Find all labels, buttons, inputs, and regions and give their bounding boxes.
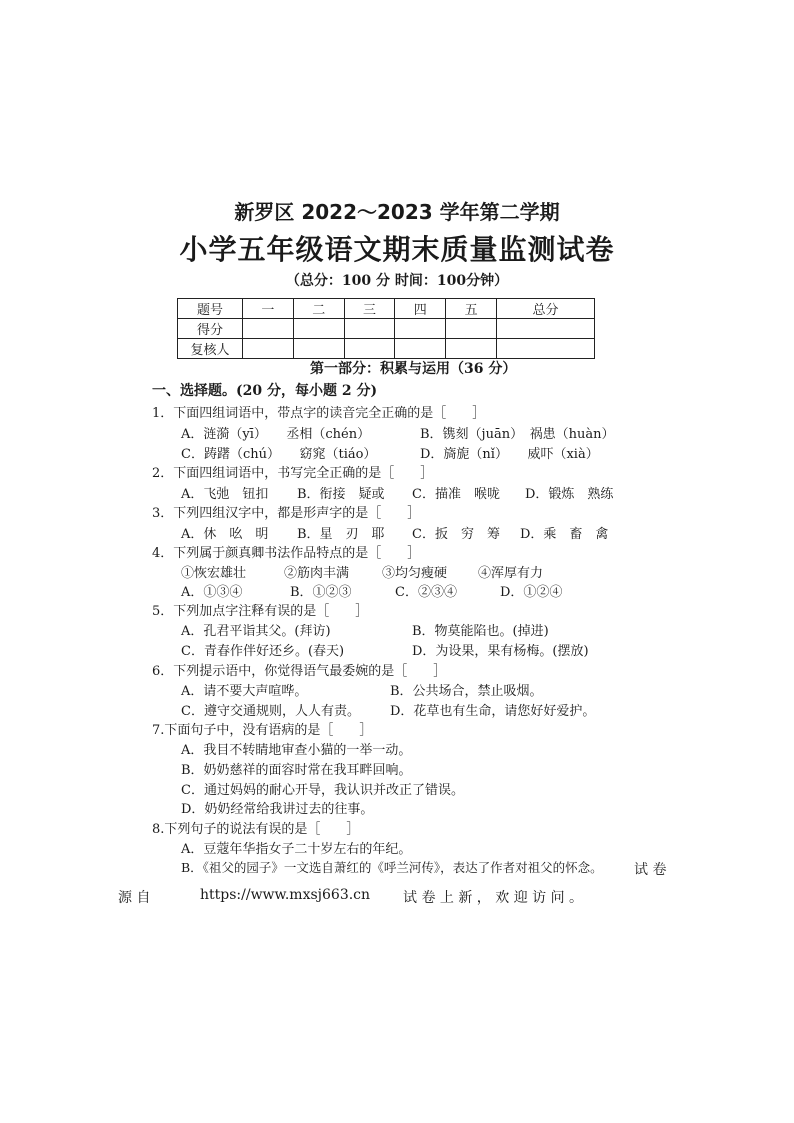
question-stem: 7.下面句子中，没有语病的是［ ］: [152, 723, 373, 738]
score-table-header: 二: [293, 299, 344, 319]
option: D．为设果，果有杨梅。(摆放): [412, 644, 589, 659]
score-cell[interactable]: [293, 319, 344, 339]
question-stem: 6．下列提示语中，你觉得语气最委婉的是［ ］: [152, 664, 447, 679]
option: B．①②③: [290, 585, 352, 600]
section-heading: 一、选择题。(20 分，每小题 2 分): [152, 383, 378, 399]
score-table-header: 三: [344, 299, 395, 319]
reviewer-cell[interactable]: [395, 339, 446, 359]
score-table-header: 总分: [496, 299, 594, 319]
score-cell[interactable]: [496, 319, 594, 339]
footer-source: 源 自: [118, 890, 151, 906]
option: C．踌躇（chú） 窈窕（tiáo）: [181, 447, 377, 462]
option: A．孔君平诣其父。(拜访): [181, 624, 331, 639]
score-table-header: 五: [446, 299, 497, 319]
question-stem: 1．下面四组词语中，带点字的读音完全正确的是［ ］: [152, 406, 486, 421]
exam-title: 小学五年级语文期末质量监测试卷: [179, 233, 615, 266]
reviewer-cell[interactable]: [243, 339, 294, 359]
option: B．物莫能陷也。(掉进): [412, 624, 549, 639]
option: D．锻炼 熟练: [525, 487, 614, 502]
score-cell[interactable]: [243, 319, 294, 339]
question-stem: 5．下列加点字注释有误的是［ ］: [152, 604, 369, 619]
option: D．乘 畜 禽: [520, 527, 609, 542]
score-row-label: 得分: [178, 319, 243, 339]
option: A．休 吆 明: [181, 527, 269, 542]
option: C．通过妈妈的耐心开导，我认识并改正了错误。: [181, 783, 464, 798]
option: C．遵守交通规则，人人有责。: [181, 704, 360, 719]
score-table-header: 四: [395, 299, 446, 319]
option: A．飞弛 钮扣: [181, 487, 269, 502]
option: B．镌刻（juān） 祸患（huàn）: [420, 427, 615, 442]
score-table-header-row: [178, 299, 595, 319]
exam-district-title: 新罗区 2022～2023 学年第二学期: [234, 200, 560, 224]
option: B．衔接 疑或: [297, 487, 385, 502]
option: D．旖旎（nǐ） 威吓（xià）: [420, 447, 599, 462]
score-table-header: 题号: [178, 299, 243, 319]
option: B．星 刃 耶: [297, 527, 385, 542]
reviewer-cell[interactable]: [496, 339, 594, 359]
score-cell[interactable]: [344, 319, 395, 339]
option: B．公共场合，禁止吸烟。: [390, 684, 543, 699]
option: D．①②④: [500, 585, 563, 600]
option: B．奶奶慈祥的面容时常在我耳畔回响。: [181, 763, 412, 778]
reviewer-cell[interactable]: [293, 339, 344, 359]
option: ③均匀瘦硬: [382, 566, 448, 581]
option: C．青春作伴好还乡。(春天): [181, 644, 345, 659]
option: A．请不要大声喧哗。: [181, 684, 308, 699]
option: ②筋肉丰满: [284, 566, 350, 581]
question-stem: 2．下面四组词语中，书写完全正确的是［ ］: [152, 466, 434, 481]
watermark-trail: 试 卷: [634, 862, 667, 878]
score-table-header: 一: [243, 299, 294, 319]
option: ④浑厚有力: [478, 566, 544, 581]
option: D．奶奶经常给我讲过去的往事。: [181, 802, 374, 817]
footer-notice: 试 卷 上 新 ， 欢 迎 访 问 。: [403, 890, 584, 906]
option: C．②③④: [395, 585, 457, 600]
part-heading: 第一部分：积累与运用（36 分）: [310, 361, 517, 377]
option: D．花草也有生命，请您好好爱护。: [390, 704, 596, 719]
option: A．豆蔻年华指女子二十岁左右的年纪。: [181, 842, 412, 857]
question-stem: 3．下列四组汉字中，都是形声字的是［ ］: [152, 506, 421, 521]
footer-url[interactable]: https://www.mxsj663.cn: [200, 887, 371, 903]
option: ①恢宏雄壮: [181, 566, 247, 581]
option: A．①③④: [181, 585, 243, 600]
option: C．扳 穷 筹: [412, 527, 500, 542]
reviewer-row: [178, 339, 595, 359]
reviewer-cell[interactable]: [446, 339, 497, 359]
score-cell[interactable]: [395, 319, 446, 339]
option: A．涟漪（yī） 丞相（chén）: [181, 427, 371, 442]
option: C．描准 喉咙: [412, 487, 500, 502]
option: A．我目不转睛地审查小猫的一举一动。: [181, 743, 412, 758]
reviewer-cell[interactable]: [344, 339, 395, 359]
option: B．《祖父的园子》一文选自萧红的《呼兰河传》，表达了作者对祖父的怀念。: [181, 860, 603, 875]
reviewer-row-label: 复核人: [178, 339, 243, 359]
score-table: [177, 298, 595, 359]
score-row: [178, 319, 595, 339]
score-cell[interactable]: [446, 319, 497, 339]
question-stem: 8.下列句子的说法有误的是［ ］: [152, 822, 360, 837]
exam-info: （总分：100 分 时间：100分钟）: [285, 273, 509, 289]
question-stem: 4．下列属于颜真卿书法作品特点的是［ ］: [152, 546, 421, 561]
